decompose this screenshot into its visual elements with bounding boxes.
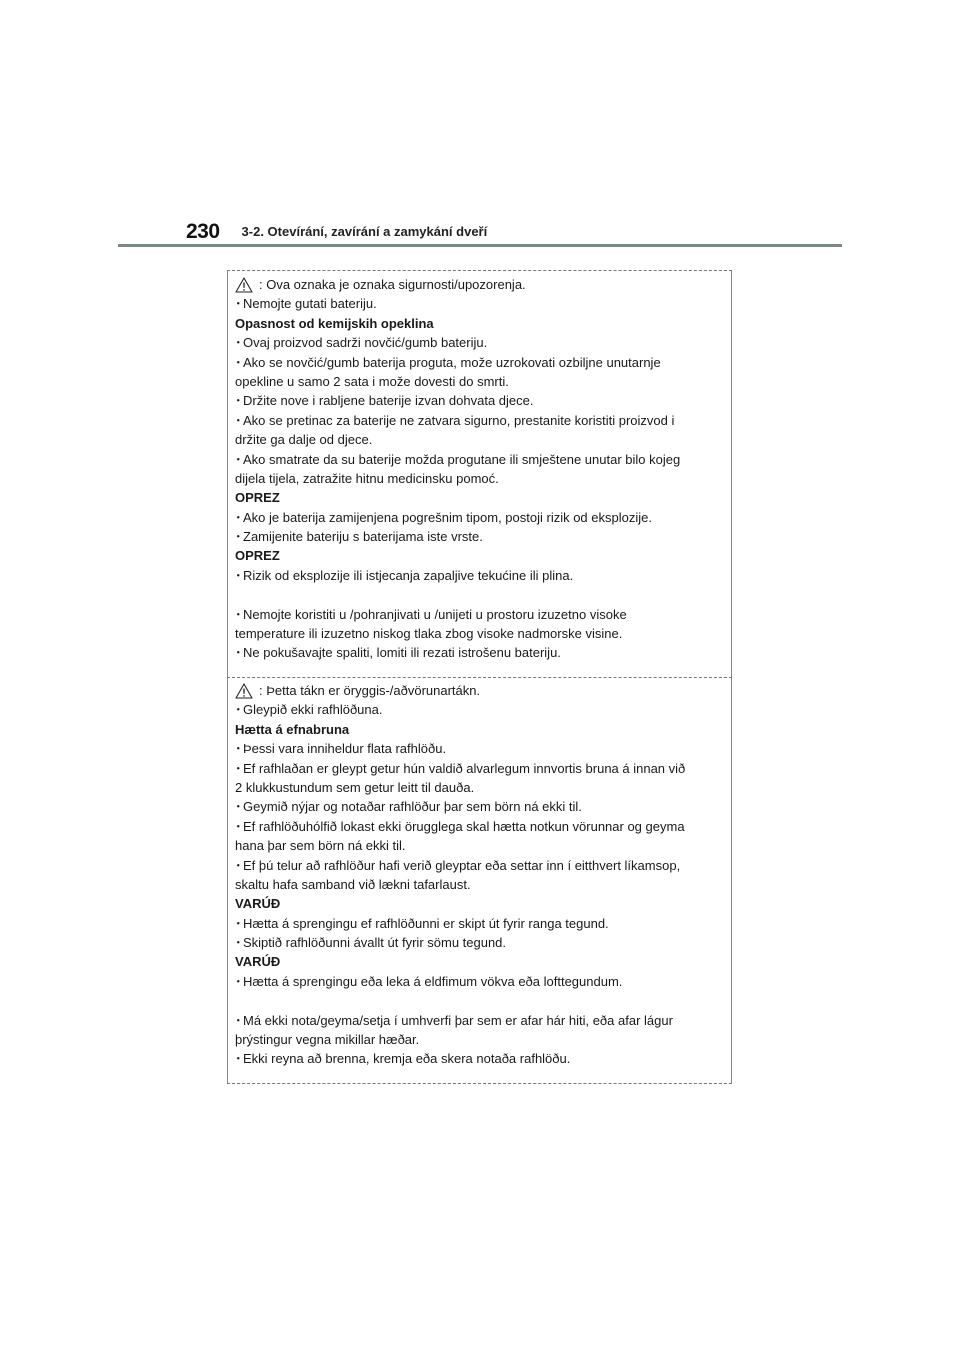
bullet-marker: ･ [235, 1012, 242, 1028]
warning-line [235, 624, 725, 643]
warning-line [235, 700, 725, 719]
blank-line [235, 991, 725, 1010]
warning-line [235, 817, 725, 836]
warning-line [235, 933, 725, 952]
line-text: Opasnost od kemijskih opeklina [235, 315, 434, 331]
warning-heading [235, 720, 725, 739]
warning-line [235, 333, 725, 352]
symbol-description: : Ova oznaka je oznaka sigurnosti/upozorenja. [259, 277, 526, 292]
warning-triangle-icon [235, 277, 253, 293]
line-text: Ekki reyna að brenna, kremja eða skera notaða rafhlöðu. [243, 1051, 571, 1067]
bullet-marker: ･ [235, 935, 242, 951]
symbol-line [235, 275, 725, 294]
page-header [186, 216, 487, 242]
warning-section-icelandic [235, 681, 725, 1069]
warning-heading [235, 546, 725, 565]
bullet-marker: ･ [235, 760, 242, 776]
bullet-marker: ･ [235, 567, 242, 583]
warning-line [235, 797, 725, 816]
line-text: Zamijenite bateriju s baterijama iste vrste. [243, 529, 483, 545]
line-text: držite ga dalje od djece. [235, 432, 373, 448]
warning-line [235, 605, 725, 624]
warning-line [235, 643, 725, 662]
warning-line [235, 836, 725, 855]
line-text: Ako smatrate da su baterije možda progutane ili smještene unutar bilo kojeg [243, 451, 681, 467]
warning-line [235, 914, 725, 933]
warning-heading [235, 488, 725, 507]
bullet-marker: ･ [235, 973, 242, 989]
bullet-marker: ･ [235, 915, 242, 931]
blank-line [235, 585, 725, 604]
page-number: 230 [186, 220, 220, 243]
line-text: Nemojte gutati bateriju. [243, 296, 377, 312]
bullet-marker: ･ [235, 335, 242, 351]
line-text: hana þar sem börn ná ekki til. [235, 838, 406, 854]
warning-section-croatian [235, 275, 725, 663]
warning-heading [235, 314, 725, 333]
line-text: Ef rafhlaðan er gleypt getur hún valdið alvarlegum innvortis bruna á innan við [243, 760, 686, 776]
warning-line [235, 856, 725, 875]
bullet-marker: ･ [235, 799, 242, 815]
line-text: Ovaj proizvod sadrži novčić/gumb bateriju. [243, 335, 488, 351]
section-divider [227, 677, 732, 678]
line-text: opekline u samo 2 sata i može dovesti do smrti. [235, 373, 509, 389]
line-text: skaltu hafa samband við lækni tafarlaust. [235, 876, 471, 892]
bullet-marker: ･ [235, 529, 242, 545]
bullet-marker: ･ [235, 509, 242, 525]
warning-line [235, 430, 725, 449]
bullet-marker: ･ [235, 412, 242, 428]
warning-line [235, 566, 725, 585]
warning-line [235, 778, 725, 797]
bullet-marker: ･ [235, 702, 242, 718]
symbol-line [235, 681, 725, 700]
warning-line [235, 391, 725, 410]
line-text: Hætta á efnabruna [235, 721, 350, 737]
line-text: þrýstingur vegna mikillar hæðar. [235, 1032, 420, 1048]
warning-line [235, 294, 725, 313]
line-text: Držite nove i rabljene baterije izvan dohvata djece. [243, 393, 534, 409]
line-text: dijela tijela, zatražite hitnu medicinsku pomoć. [235, 470, 499, 486]
warning-line [235, 972, 725, 991]
warning-line [235, 450, 725, 469]
box-top-border [227, 270, 732, 271]
warning-heading [235, 894, 725, 913]
line-text: VARÚÐ [235, 954, 281, 970]
line-text: Hætta á sprengingu ef rafhlöðunni er skipt út fyrir ranga tegund. [243, 915, 609, 931]
bullet-marker: ･ [235, 393, 242, 409]
line-text: Þessi vara inniheldur flata rafhlöðu. [243, 741, 447, 757]
box-bottom-border [227, 1083, 732, 1084]
line-text: Hætta á sprengingu eða leka á eldfimum vökva eða lofttegundum. [243, 973, 623, 989]
warning-line [235, 469, 725, 488]
warning-line [235, 353, 725, 372]
warning-line [235, 527, 725, 546]
bullet-marker: ･ [235, 606, 242, 622]
line-text: VARÚÐ [235, 896, 281, 912]
warning-line [235, 739, 725, 758]
warning-triangle-icon [235, 683, 253, 699]
bullet-marker: ･ [235, 354, 242, 370]
warning-line [235, 1011, 725, 1030]
warning-heading [235, 952, 725, 971]
line-text: Ne pokušavajte spaliti, lomiti ili rezati istrošenu bateriju. [243, 645, 561, 661]
symbol-description: : Þetta tákn er öryggis-/aðvörunartákn. [259, 683, 481, 698]
bullet-marker: ･ [235, 296, 242, 312]
line-text: Gleypið ekki rafhlöðuna. [243, 702, 383, 718]
line-text: OPREZ [235, 548, 280, 564]
line-text: OPREZ [235, 490, 280, 506]
line-text: 2 klukkustundum sem getur leitt til dauða. [235, 779, 475, 795]
line-text: Ef rafhlöðuhólfið lokast ekki örugglega skal hætta notkun vörunnar og geyma [243, 818, 685, 834]
line-text: Ako se novčić/gumb baterija proguta, može uzrokovati ozbiljne unutarnje [243, 354, 661, 370]
line-text: Ef þú telur að rafhlöður hafi verið gleyptar eða settar inn í eitthvert líkamsop, [243, 857, 681, 873]
line-text: Rizik od eksplozije ili istjecanja zapaljive tekućine ili plina. [243, 567, 574, 583]
warning-line [235, 372, 725, 391]
bullet-marker: ･ [235, 857, 242, 873]
bullet-marker: ･ [235, 451, 242, 467]
header-rule [118, 244, 842, 247]
warning-line [235, 1049, 725, 1068]
bullet-marker: ･ [235, 818, 242, 834]
line-text: Nemojte koristiti u /pohranjivati u /unijeti u prostoru izuzetno visoke [243, 606, 627, 622]
warning-line [235, 508, 725, 527]
line-text: Ako je baterija zamijenjena pogrešnim tipom, postoji rizik od eksplozije. [243, 509, 652, 525]
warning-line [235, 1030, 725, 1049]
warning-line [235, 759, 725, 778]
line-text: Skiptið rafhlöðunni ávallt út fyrir sömu tegund. [243, 935, 507, 951]
warning-line [235, 875, 725, 894]
bullet-marker: ･ [235, 645, 242, 661]
line-text: Ako se pretinac za baterije ne zatvara sigurno, prestanite koristiti proizvod i [243, 412, 675, 428]
line-text: Má ekki nota/geyma/setja í umhverfi þar sem er afar hár hiti, eða afar lágur [243, 1012, 673, 1028]
line-text: temperature ili izuzetno niskog tlaka zbog visoke nadmorske visine. [235, 626, 623, 642]
warning-line [235, 411, 725, 430]
bullet-marker: ･ [235, 741, 242, 757]
line-text: Geymið nýjar og notaðar rafhlöður þar sem börn ná ekki til. [243, 799, 582, 815]
section-title: 3-2. Otevírání, zavírání a zamykání dveří [241, 224, 488, 239]
bullet-marker: ･ [235, 1051, 242, 1067]
